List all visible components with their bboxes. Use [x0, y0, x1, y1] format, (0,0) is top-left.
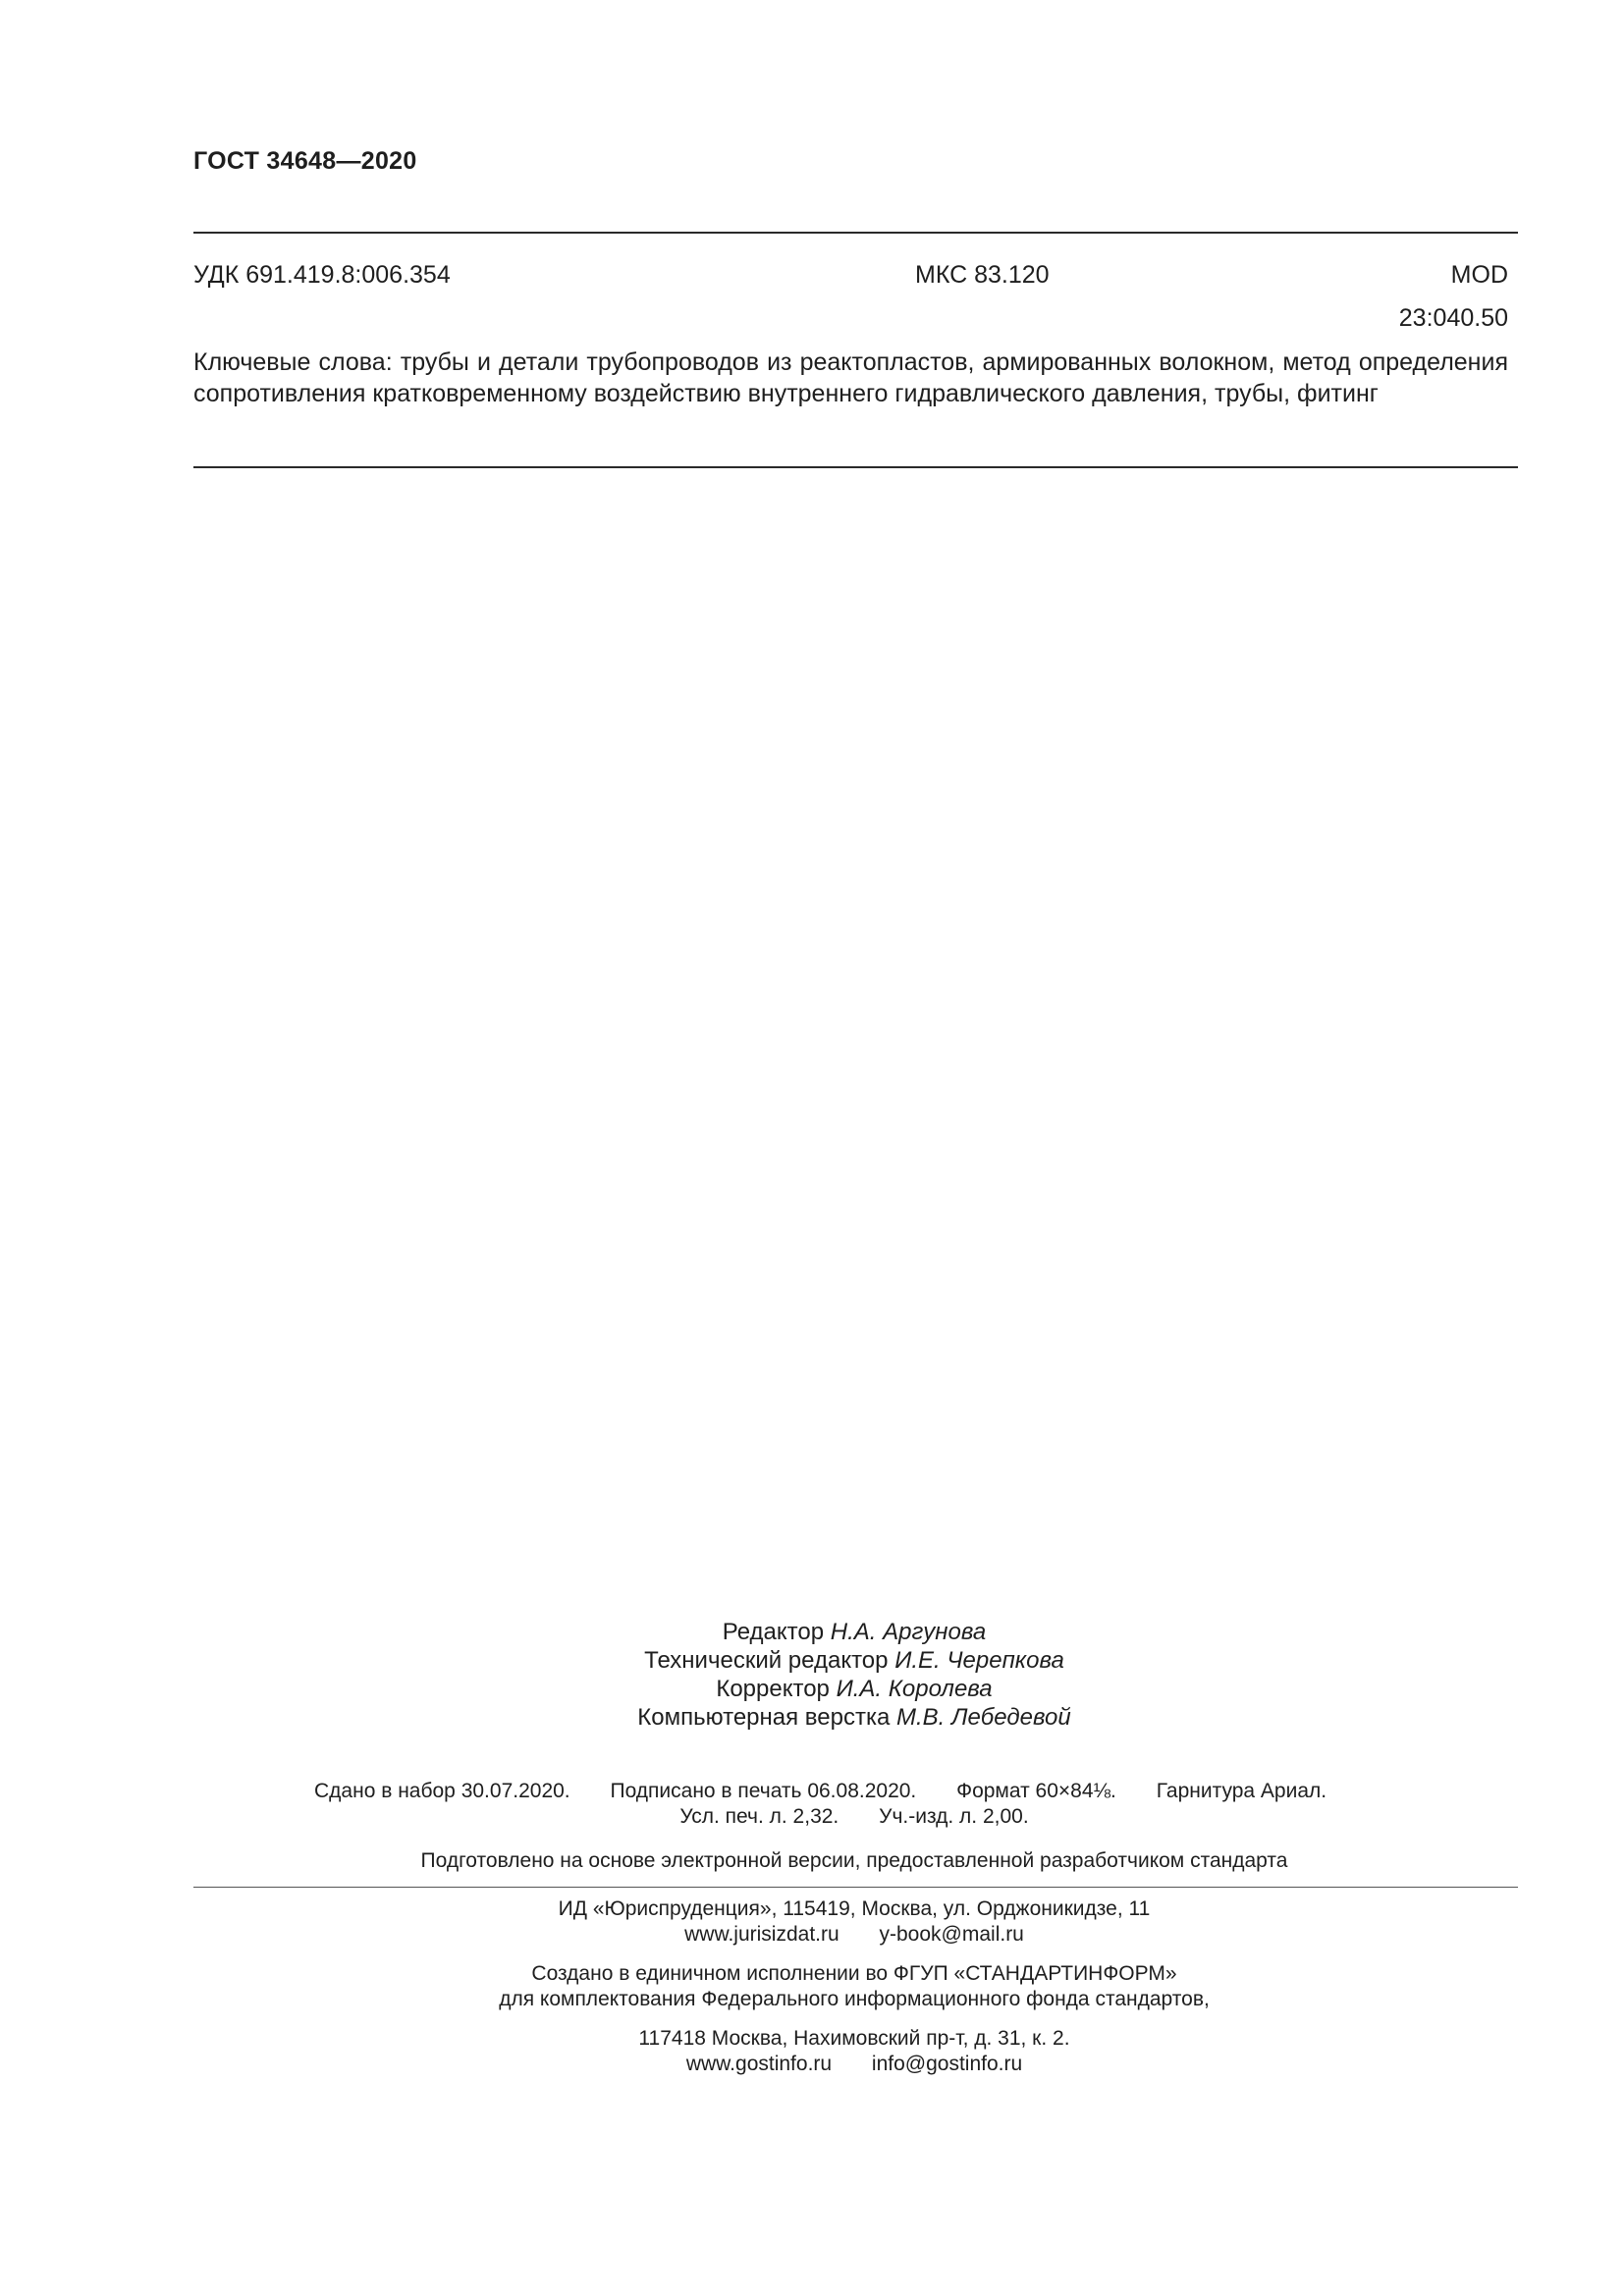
credit-proofreader — [0, 1675, 1624, 1703]
creation-note: Создано в единичном исполнении во ФГУП «СТАНДАРТИНФОРМ» — [531, 1962, 1177, 1985]
keywords-divider — [193, 466, 1518, 468]
credit-layout — [0, 1703, 1624, 1732]
print-info-line-2: Усл. печ. л. 2,32. Уч.-изд. л. 2,00. — [679, 1805, 1029, 1828]
prepared-note: Подготовлено на основе электронной версии, предоставленной разработчиком стандарта — [420, 1849, 1288, 1872]
publisher-divider — [193, 1887, 1518, 1888]
credit-name: И.А. Королева — [836, 1676, 993, 1702]
credit-role: Корректор — [716, 1676, 830, 1702]
publisher-block — [0, 1896, 1624, 2077]
standartinform-address: 117418 Москва, Нахимовский пр-т, д. 31, к. 2. — [638, 2027, 1070, 2050]
publisher-address: ИД «Юриспруденция», 115419, Москва, ул. Орджоникидзе, 11 — [558, 1897, 1151, 1920]
document-number: ГОСТ 34648—2020 — [193, 147, 417, 175]
credit-role: Технический редактор — [644, 1647, 889, 1674]
credit-role: Компьютерная верстка — [637, 1704, 891, 1731]
udk-code: УДК 691.419.8:006.354 — [193, 261, 451, 289]
mod-label: MOD — [1450, 261, 1508, 289]
creation-purpose: для комплектования Федерального информационного фонда стандартов, — [499, 1988, 1210, 2010]
credits-block — [0, 1618, 1624, 1732]
credit-tech-editor — [0, 1646, 1624, 1675]
credit-name: Н.А. Аргунова — [830, 1619, 987, 1645]
publisher-web: www.jurisizdat.ru y-book@mail.ru — [684, 1923, 1024, 1946]
credit-name: И.Е. Черепкова — [894, 1647, 1064, 1674]
credit-name: М.В. Лебедевой — [896, 1704, 1071, 1731]
keywords-paragraph: Ключевые слова: трубы и детали трубопроводов из реактопластов, армированных волокном, метод определения сопротивления кратковременному воздействию внутреннего гидравлического давления, трубы, фитинг — [193, 348, 1508, 407]
mks-code: МКС 83.120 — [915, 261, 1050, 289]
standartinform-web: www.gostinfo.ru info@gostinfo.ru — [685, 2053, 1023, 2075]
top-divider — [193, 232, 1518, 234]
credit-editor — [0, 1618, 1624, 1646]
print-info-line-1: Сдано в набор 30.07.2020. Подписано в печать 06.08.2020. Формат 60×84⅛. Гарнитура Ариал. — [314, 1780, 1327, 1802]
mks-code-secondary: 23:040.50 — [1398, 304, 1508, 332]
credit-role: Редактор — [722, 1619, 825, 1645]
